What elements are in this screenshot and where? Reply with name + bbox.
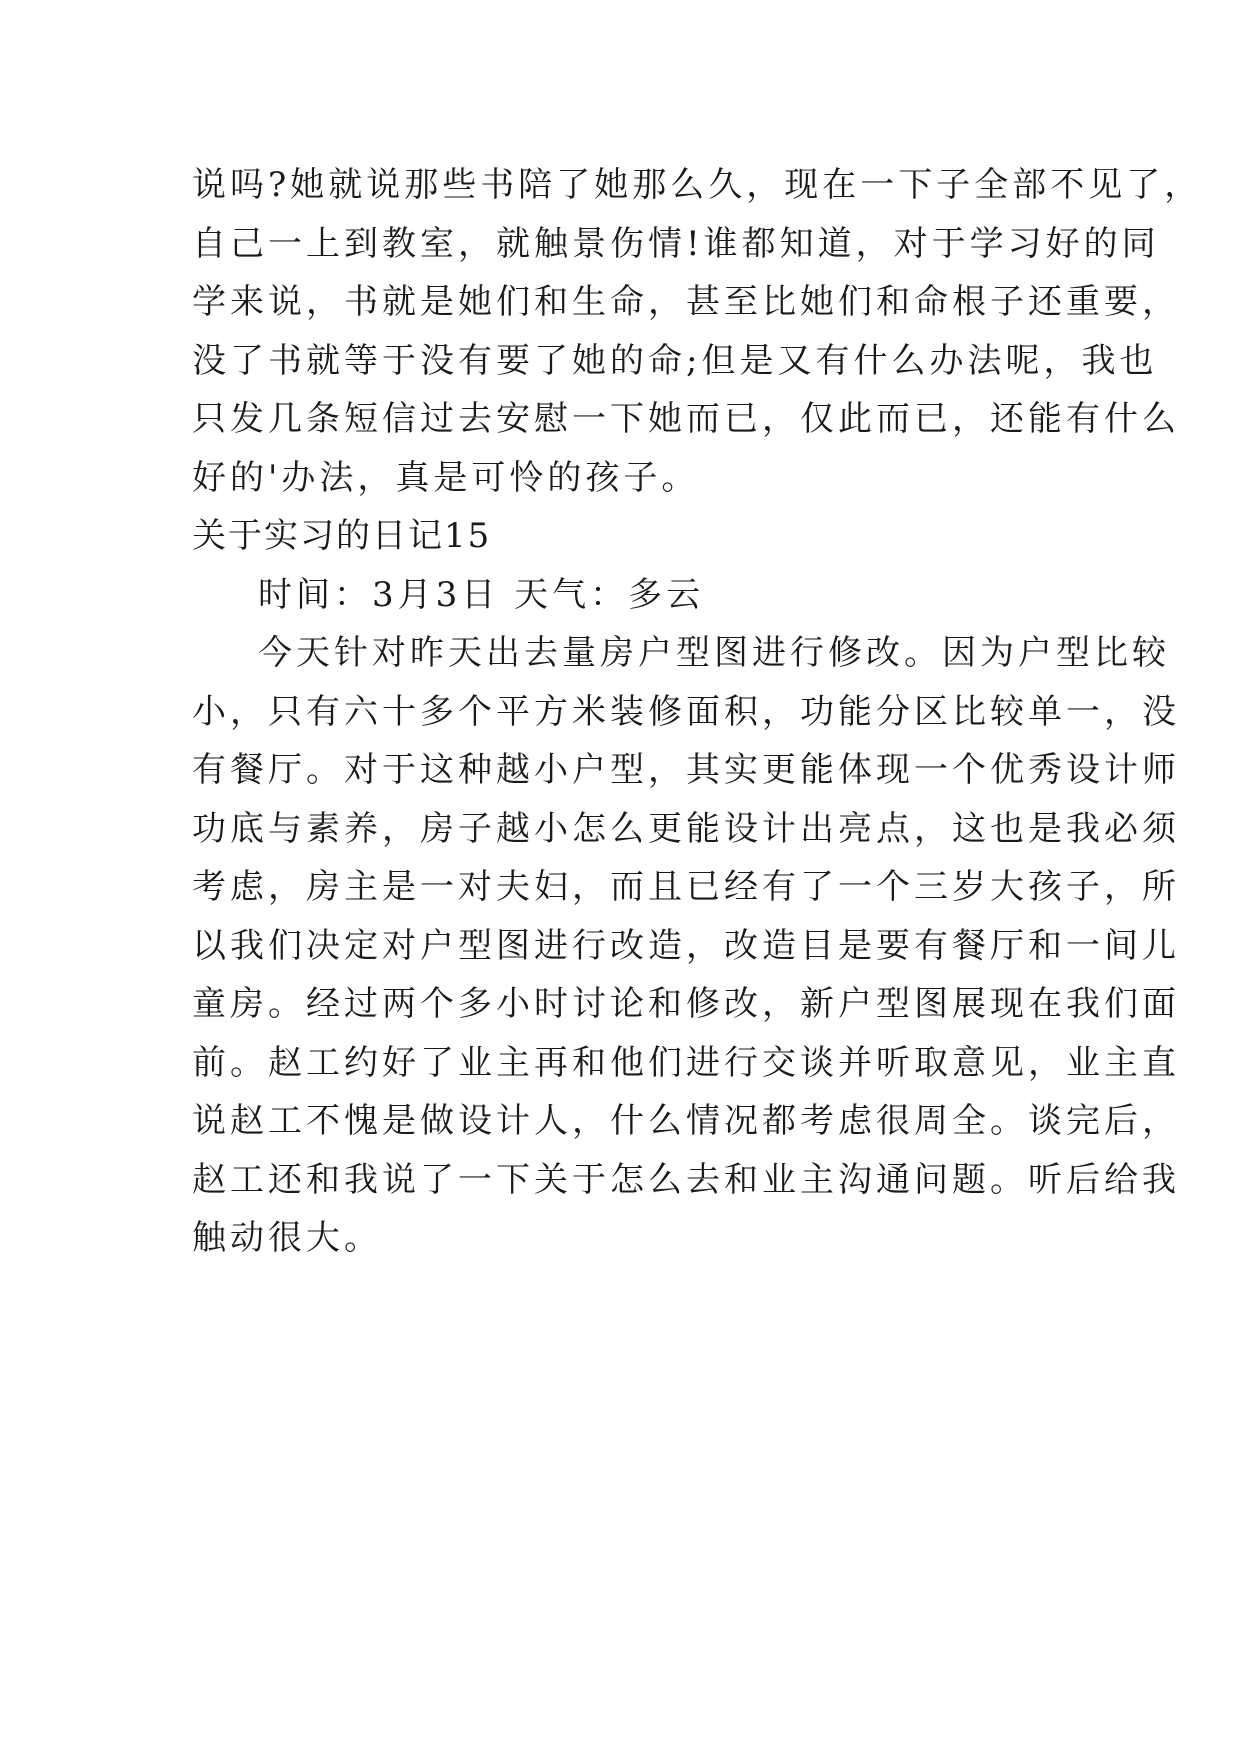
paragraph-line: 考虑，房主是一对夫妇，而且已经有了一个三岁大孩子，所 bbox=[192, 867, 1180, 907]
paragraph-line: 有餐厅。对于这种越小户型，其实更能体现一个优秀设计师 bbox=[192, 750, 1180, 790]
paragraph-line: 自己一上到教室，就触景伤情!谁都知道，对于学习好的同 bbox=[192, 223, 1160, 264]
paragraph-line: 以我们决定对户型图进行改造，改造目是要有餐厅和一间儿 bbox=[192, 925, 1180, 966]
paragraph-line: 小，只有六十多个平方米装修面积，功能分区比较单一，没 bbox=[192, 691, 1180, 732]
paragraph-line: 童房。经过两个多小时讨论和修改，新户型图展现在我们面 bbox=[192, 984, 1180, 1024]
paragraph-line: 功底与素养，房子越小怎么更能设计出亮点，这也是我必须 bbox=[192, 808, 1180, 849]
paragraph-line: 前。赵工约好了业主再和他们进行交谈并听取意见，业主直 bbox=[192, 1042, 1180, 1083]
paragraph-line: 说吗?她就说那些书陪了她那么久，现在一下子全部不见了， bbox=[192, 165, 1203, 205]
paragraph-line: 说赵工不愧是做设计人，什么情况都考虑很周全。谈完后， bbox=[192, 1101, 1180, 1141]
paragraph-line: 没了书就等于没有要了她的命;但是又有什么办法呢，我也 bbox=[192, 340, 1158, 381]
paragraph-line: 今天针对昨天出去量房户型图进行修改。因为户型比较 bbox=[258, 633, 1170, 673]
paragraph-line: 只发几条短信过去安慰一下她而已，仅此而已，还能有什么 bbox=[192, 399, 1180, 439]
paragraph-line: 好的'办法，真是可怜的孩子。 bbox=[192, 457, 700, 498]
document-content bbox=[192, 156, 1203, 1268]
section-title: 关于实习的日记15 bbox=[192, 516, 492, 556]
paragraph-line: 赵工还和我说了一下关于怎么去和业主沟通问题。听后给我 bbox=[192, 1159, 1180, 1200]
date-weather-line: 时间：3月3日 天气：多云 bbox=[258, 574, 705, 615]
paragraph-line: 学来说，书就是她们和生命，甚至比她们和命根子还重要， bbox=[192, 282, 1180, 322]
paragraph-line: 触动很大。 bbox=[192, 1218, 382, 1258]
